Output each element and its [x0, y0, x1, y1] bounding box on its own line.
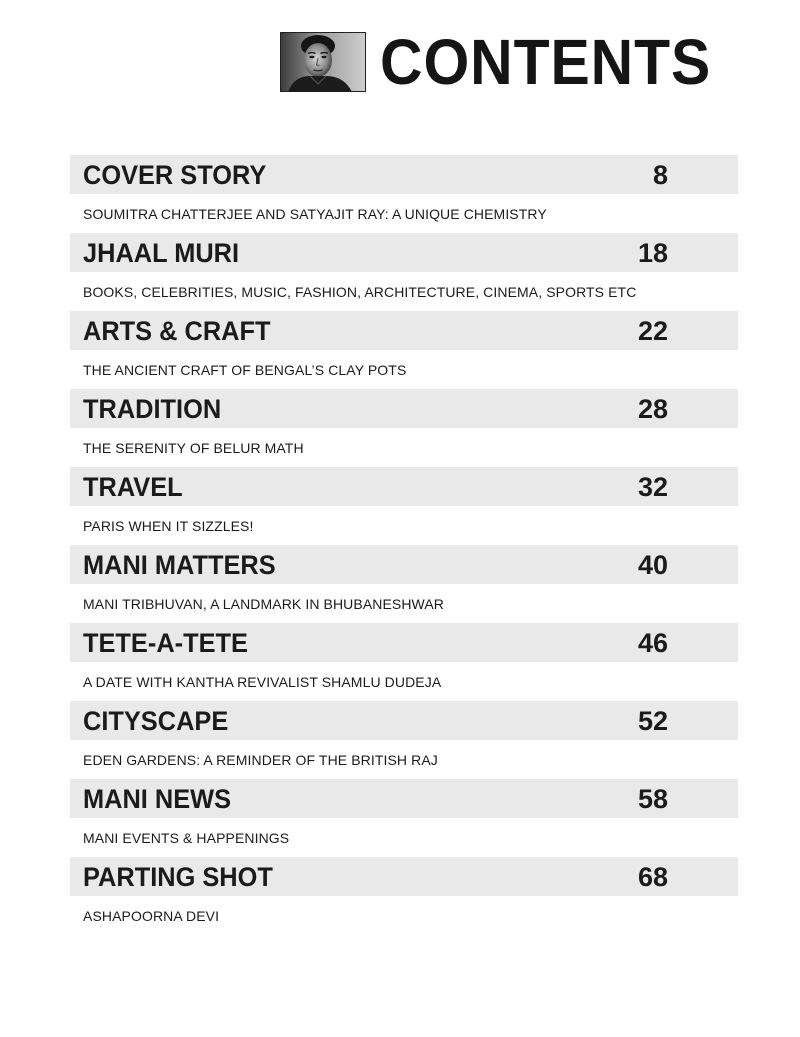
section-bar — [70, 623, 738, 662]
page-title: CONTENTS — [380, 26, 712, 98]
section-description: MANI EVENTS & HAPPENINGS — [83, 830, 290, 846]
section-bar — [70, 389, 738, 428]
section-bar — [70, 779, 738, 818]
toc-entry-mani-matters[interactable] — [70, 545, 738, 623]
section-description: EDEN GARDENS: A REMINDER OF THE BRITISH RAJ — [83, 752, 438, 768]
page-number[interactable]: 46 — [637, 628, 668, 658]
section-bar — [70, 155, 738, 194]
section-description: MANI TRIBHUVAN, A LANDMARK IN BHUBANESHWAR — [83, 596, 445, 612]
section-title[interactable]: JHAAL MURI — [83, 238, 240, 268]
section-title[interactable]: TETE-A-TETE — [83, 628, 248, 658]
section-bar — [70, 857, 738, 896]
page-number[interactable]: 32 — [637, 472, 668, 502]
table-of-contents — [70, 155, 738, 935]
toc-entry-parting-shot[interactable] — [70, 857, 738, 935]
section-description: PARIS WHEN IT SIZZLES! — [83, 518, 254, 534]
toc-entry-arts-craft[interactable] — [70, 311, 738, 389]
toc-entry-mani-news[interactable] — [70, 779, 738, 857]
page-number[interactable]: 28 — [637, 394, 668, 424]
section-bar — [70, 311, 738, 350]
page-number[interactable]: 58 — [637, 784, 668, 814]
page-number[interactable]: 8 — [652, 160, 668, 190]
section-title[interactable]: MANI NEWS — [83, 784, 232, 814]
toc-entry-jhaal-muri[interactable] — [70, 233, 738, 311]
section-title[interactable]: ARTS & CRAFT — [83, 316, 271, 346]
section-title[interactable]: CITYSCAPE — [83, 706, 229, 736]
section-description: SOUMITRA CHATTERJEE AND SATYAJIT RAY: A UNIQUE CHEMISTRY — [83, 206, 547, 222]
toc-entry-tradition[interactable] — [70, 389, 738, 467]
section-title[interactable]: COVER STORY — [83, 160, 267, 190]
section-title[interactable]: MANI MATTERS — [83, 550, 276, 580]
section-description: THE ANCIENT CRAFT OF BENGAL’S CLAY POTS — [83, 362, 407, 378]
portrait-photo — [280, 32, 366, 92]
section-description: THE SERENITY OF BELUR MATH — [83, 440, 304, 456]
page-number[interactable]: 52 — [637, 706, 668, 736]
section-title[interactable]: TRAVEL — [83, 472, 183, 502]
section-bar — [70, 545, 738, 584]
section-bar — [70, 701, 738, 740]
section-bar — [70, 467, 738, 506]
toc-entry-cityscape[interactable] — [70, 701, 738, 779]
page-number[interactable]: 68 — [637, 862, 668, 892]
section-description: A DATE WITH KANTHA REVIVALIST SHAMLU DUDEJA — [83, 674, 442, 690]
toc-entry-travel[interactable] — [70, 467, 738, 545]
section-title[interactable]: TRADITION — [83, 394, 222, 424]
section-title[interactable]: PARTING SHOT — [83, 862, 273, 892]
section-description: BOOKS, CELEBRITIES, MUSIC, FASHION, ARCHITECTURE, CINEMA, SPORTS ETC — [83, 284, 637, 300]
page-number[interactable]: 40 — [637, 550, 668, 580]
contents-header — [280, 26, 740, 98]
page-number[interactable]: 22 — [637, 316, 668, 346]
section-bar — [70, 233, 738, 272]
toc-entry-tete-a-tete[interactable] — [70, 623, 738, 701]
page-number[interactable]: 18 — [637, 238, 668, 268]
toc-entry-cover-story[interactable] — [70, 155, 738, 233]
section-description: ASHAPOORNA DEVI — [83, 908, 220, 924]
